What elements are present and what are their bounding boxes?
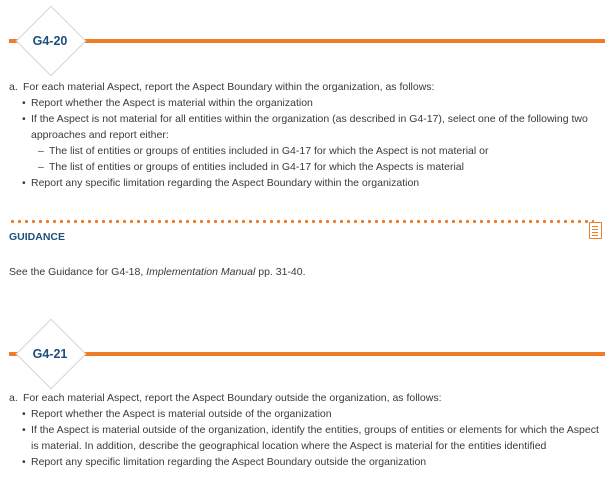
bullet-marker: • — [22, 456, 26, 468]
sub-list-item — [9, 159, 588, 175]
list-item-text: If the Aspect is material outside of the organization, identify the entities, groups of entities or elements for which the Aspect — [31, 424, 599, 436]
bullet-marker: • — [22, 408, 26, 420]
guidance-text — [9, 264, 306, 280]
list-item-text: If the Aspect is not material for all entities within the organization (as described in G4-17), select one of the following two — [31, 113, 588, 125]
dash-marker: – — [38, 161, 44, 173]
guidance-dotted-divider — [9, 219, 594, 224]
list-item-text: Report whether the Aspect is material outside of the organization — [31, 408, 332, 420]
disclosure-item-a — [9, 390, 599, 406]
item-marker: a. — [9, 81, 18, 93]
sub-list-item-text: The list of entities or groups of entities included in G4-17 for which the Aspects is material — [49, 161, 464, 173]
disclosure-intro-text: For each material Aspect, report the Aspect Boundary within the organization, as follows: — [23, 81, 435, 93]
document-icon — [589, 222, 602, 239]
sub-list-item — [9, 143, 588, 159]
bullet-marker: • — [22, 113, 26, 125]
disclosure-g4-21-content — [9, 390, 599, 470]
item-marker: a. — [9, 392, 18, 404]
list-item-text: Report any specific limitation regarding the Aspect Boundary within the organization — [31, 177, 420, 189]
list-item-continuation: approaches and report either: — [31, 129, 169, 141]
section-code-g4-20: G4-20 — [32, 34, 68, 48]
list-item — [9, 175, 588, 191]
list-item-text: Report any specific limitation regarding the Aspect Boundary outside the organization — [31, 456, 427, 468]
list-item — [9, 95, 588, 111]
disclosure-intro-text: For each material Aspect, report the Aspect Boundary outside the organization, as follows: — [23, 392, 442, 404]
list-item — [9, 422, 599, 438]
section-divider-line — [9, 352, 605, 356]
guidance-text-prefix: See the Guidance for G4-18, — [9, 266, 147, 278]
bullet-marker: • — [22, 177, 26, 189]
list-item — [9, 454, 599, 470]
list-item-continuation: is material. In addition, describe the geographical location where the Aspect is material for the entities identified — [31, 440, 547, 452]
bullet-marker: • — [22, 97, 26, 109]
guidance-text-suffix: pp. 31-40. — [255, 266, 306, 278]
dash-marker: – — [38, 145, 44, 157]
section-code-g4-21: G4-21 — [32, 347, 68, 361]
section-divider-line — [9, 39, 605, 43]
sub-list-item-text: The list of entities or groups of entities included in G4-17 for which the Aspect is not material or — [49, 145, 489, 157]
list-item — [9, 111, 588, 127]
guidance-text-italic: Implementation Manual — [146, 266, 256, 278]
list-item — [9, 406, 599, 422]
list-item-text: Report whether the Aspect is material within the organization — [31, 97, 313, 109]
bullet-marker: • — [22, 424, 26, 436]
disclosure-g4-20-content — [9, 79, 588, 191]
guidance-heading: GUIDANCE — [9, 231, 66, 243]
disclosure-item-a — [9, 79, 588, 95]
